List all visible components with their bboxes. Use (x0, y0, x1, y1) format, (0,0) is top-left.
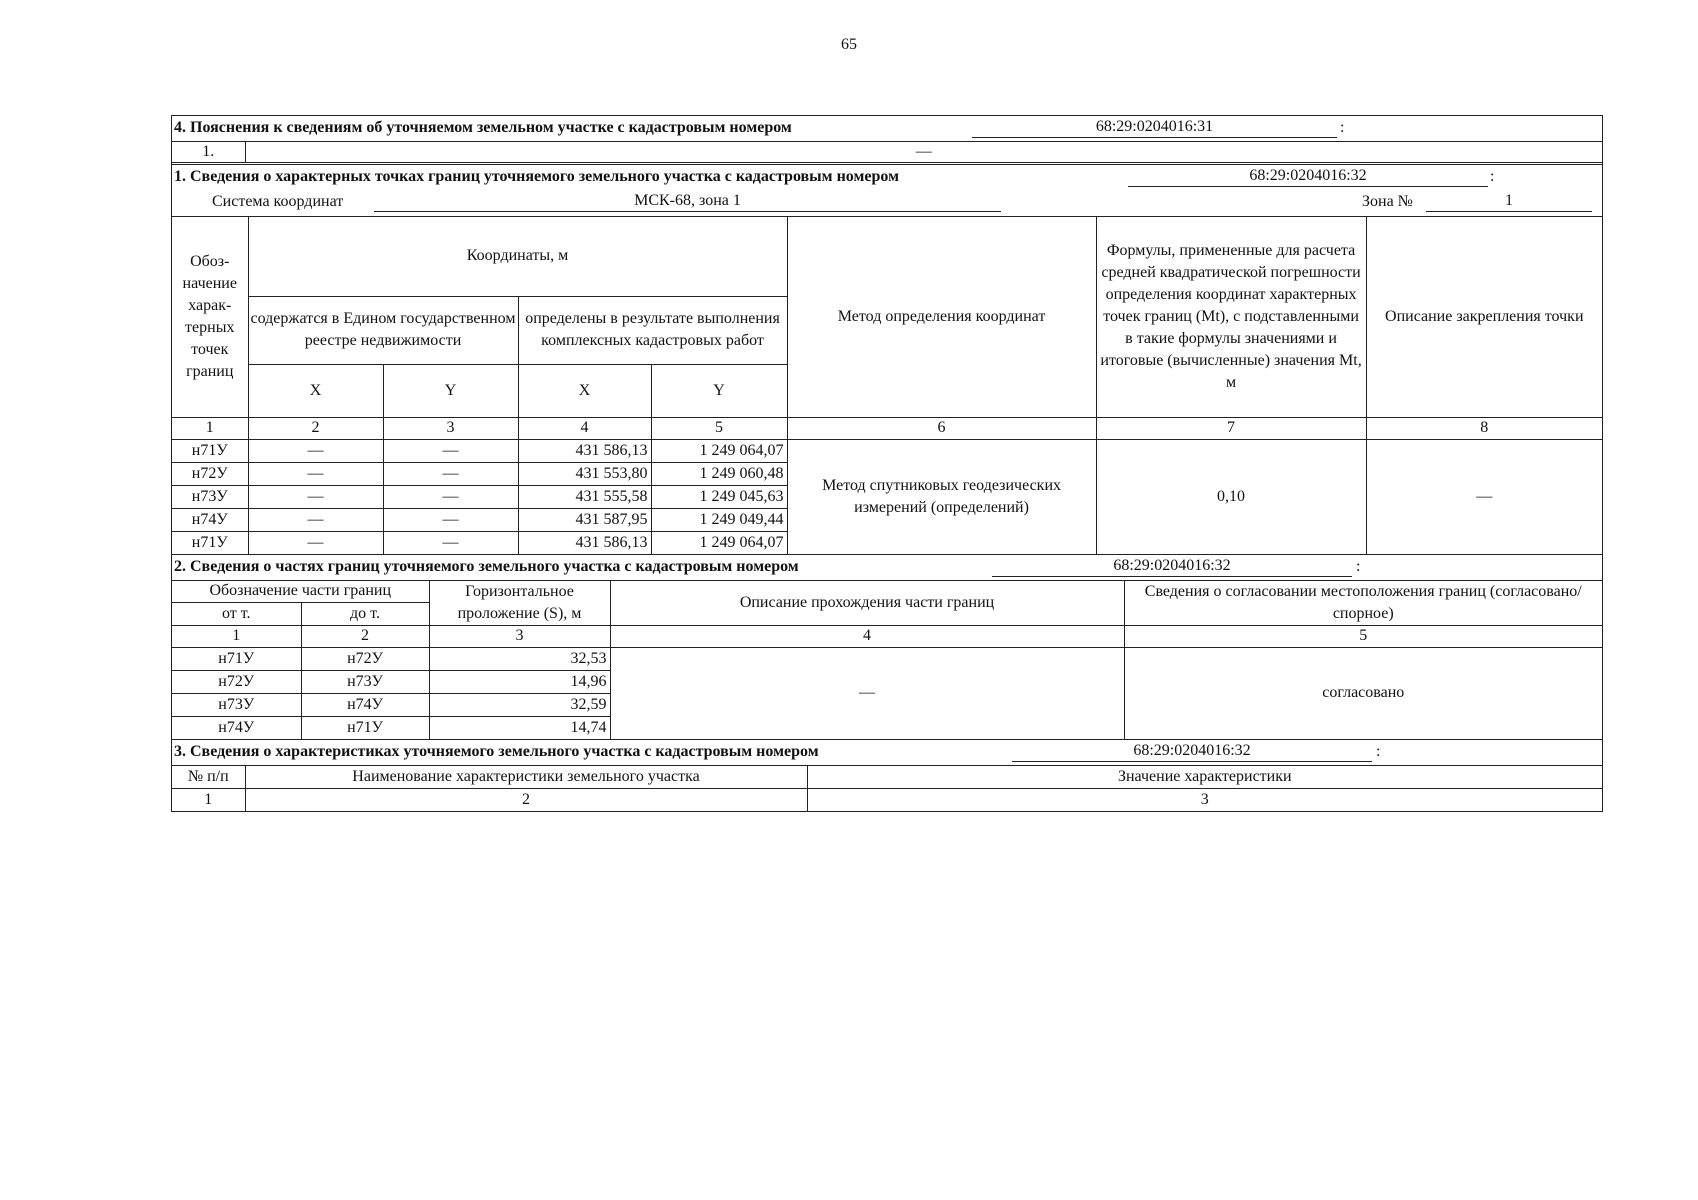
x-egrn: — (248, 508, 383, 531)
x-complex: 431 586,13 (518, 531, 651, 554)
y-egrn: — (383, 485, 518, 508)
coord-system-label: Система координат (212, 193, 344, 210)
header-part-designation: Обозначение части границ (172, 581, 429, 603)
section2-colon: : (1356, 557, 1361, 575)
col-number: 1 (172, 417, 248, 439)
coordinate-system-line (172, 191, 1602, 215)
col-number: 6 (787, 417, 1096, 439)
x-egrn: — (248, 462, 383, 485)
header-horizontal: Горизонтальное проложение (S), м (429, 581, 610, 626)
section4-row-number: 1. (172, 142, 245, 162)
section4-row (172, 142, 1602, 165)
method-value: Метод спутниковых геодезических измерений (определений) (787, 439, 1096, 554)
x-complex: 431 553,80 (518, 462, 651, 485)
x-complex: 431 586,13 (518, 439, 651, 462)
header-name: Наименование характеристики земельного участка (245, 766, 807, 789)
col-number: 8 (1366, 417, 1602, 439)
section4-colon: : (1340, 119, 1345, 136)
section1-colon: : (1490, 168, 1495, 185)
col-number: 3 (807, 789, 1602, 811)
parts-table (172, 581, 1602, 740)
characteristics-table (172, 766, 1602, 811)
header-x-complex: X (518, 364, 651, 417)
header-num: № п/п (172, 766, 245, 789)
header-from: от т. (172, 603, 301, 625)
x-complex: 431 587,95 (518, 508, 651, 531)
to-point: н72У (301, 647, 429, 670)
y-complex: 1 249 049,44 (651, 508, 787, 531)
header-coordinates: Координаты, м (248, 217, 787, 296)
point-designation: н74У (172, 508, 248, 531)
point-designation: н71У (172, 439, 248, 462)
header-designation: Обоз-начение харак-терных точек границ (172, 217, 248, 417)
from-point: н73У (172, 693, 301, 716)
from-point: н71У (172, 647, 301, 670)
table-row (172, 647, 1602, 670)
mt-value: 0,10 (1096, 439, 1366, 554)
section4-title: 4. Пояснения к сведениям об уточняемом земельном участке с кадастровым номером (174, 119, 792, 136)
zone-label: Зона № (1362, 193, 1413, 210)
col-number: 1 (172, 625, 301, 647)
section2-title: 2. Сведения о частях границ уточняемого земельного участка с кадастровым номером (174, 557, 799, 575)
header-complex: определены в результате выполнения комплексных кадастровых работ (518, 296, 787, 364)
to-point: н73У (301, 670, 429, 693)
col-number: 7 (1096, 417, 1366, 439)
y-complex: 1 249 064,07 (651, 439, 787, 462)
col-number: 5 (1124, 625, 1602, 647)
col-number: 2 (248, 417, 383, 439)
x-egrn: — (248, 485, 383, 508)
section2-cadastral-number: 68:29:0204016:32 (992, 556, 1352, 577)
header-value: Значение характеристики (807, 766, 1602, 789)
col-number: 3 (429, 625, 610, 647)
col-number: 2 (301, 625, 429, 647)
col-number: 4 (610, 625, 1124, 647)
col-number: 1 (172, 789, 245, 811)
section4-row-value: — (245, 142, 1602, 162)
header-formulas: Формулы, примененные для расчета средней квадратической погрешности определения координат характерных точек границ (Mt), с подставленными в такие формулы значениями и итоговые (вычисленные) значения Mt, м (1096, 217, 1366, 417)
section2-header (172, 555, 1602, 581)
header-agreement: Сведения о согласовании местоположения границ (согласовано/спорное) (1124, 581, 1602, 626)
header-x-egrn: X (248, 364, 383, 417)
y-egrn: — (383, 508, 518, 531)
horizontal-value: 32,59 (429, 693, 610, 716)
y-egrn: — (383, 531, 518, 554)
description-value: — (610, 647, 1124, 739)
horizontal-value: 14,96 (429, 670, 610, 693)
y-complex: 1 249 045,63 (651, 485, 787, 508)
section3-colon: : (1376, 742, 1381, 760)
section4-header (172, 116, 1602, 142)
point-designation: н73У (172, 485, 248, 508)
coord-system-value: МСК-68, зона 1 (374, 191, 1001, 212)
col-number: 4 (518, 417, 651, 439)
x-complex: 431 555,58 (518, 485, 651, 508)
points-table (172, 217, 1602, 555)
section1-title: 1. Сведения о характерных точках границ уточняемого земельного участка с кадастровым номером (174, 168, 899, 185)
y-complex: 1 249 060,48 (651, 462, 787, 485)
x-egrn: — (248, 439, 383, 462)
section4-cadastral-number: 68:29:0204016:31 (972, 117, 1337, 138)
from-point: н74У (172, 716, 301, 739)
y-egrn: — (383, 439, 518, 462)
y-egrn: — (383, 462, 518, 485)
zone-value: 1 (1426, 191, 1592, 212)
table-row (172, 439, 1602, 462)
to-point: н74У (301, 693, 429, 716)
horizontal-value: 32,53 (429, 647, 610, 670)
header-y-complex: Y (651, 364, 787, 417)
section3-cadastral-number: 68:29:0204016:32 (1012, 741, 1372, 762)
page-number: 65 (841, 36, 857, 53)
y-complex: 1 249 064,07 (651, 531, 787, 554)
section3-header (172, 740, 1602, 766)
col-number: 3 (383, 417, 518, 439)
col-number: 5 (651, 417, 787, 439)
cadastral-form (171, 115, 1603, 812)
header-to: до т. (301, 603, 429, 625)
section4-table (172, 142, 1602, 162)
header-method: Метод определения координат (787, 217, 1096, 417)
horizontal-value: 14,74 (429, 716, 610, 739)
to-point: н71У (301, 716, 429, 739)
point-designation: н71У (172, 531, 248, 554)
section1-header (172, 165, 1602, 217)
fixing-value: — (1366, 439, 1602, 554)
section1-cadastral-number: 68:29:0204016:32 (1128, 166, 1488, 187)
agreement-value: согласовано (1124, 647, 1602, 739)
section3-title: 3. Сведения о характеристиках уточняемого земельного участка с кадастровым номером (174, 742, 819, 760)
header-description: Описание прохождения части границ (610, 581, 1124, 626)
col-number: 2 (245, 789, 807, 811)
header-y-egrn: Y (383, 364, 518, 417)
point-designation: н72У (172, 462, 248, 485)
header-egrn: содержатся в Едином государственном реестре недвижимости (248, 296, 518, 364)
from-point: н72У (172, 670, 301, 693)
header-fixing: Описание закрепления точки (1366, 217, 1602, 417)
x-egrn: — (248, 531, 383, 554)
